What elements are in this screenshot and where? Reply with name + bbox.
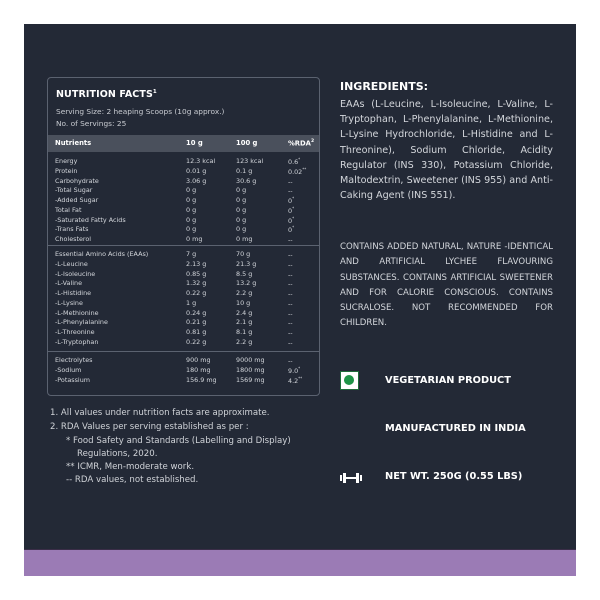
table-row bbox=[48, 376, 319, 386]
value-10g: 156.9 mg bbox=[186, 375, 217, 384]
rda-number: -- bbox=[288, 251, 293, 260]
header-10g: 10 g bbox=[186, 139, 203, 147]
rda-footnote-ref: 2 bbox=[310, 139, 315, 144]
accent-bar bbox=[24, 549, 576, 576]
value-100g: 10 g bbox=[236, 298, 251, 307]
value-10g: 2.13 g bbox=[186, 259, 207, 268]
rda-value bbox=[288, 157, 300, 166]
nutrient-name: -L-Leucine bbox=[55, 259, 88, 268]
nutrient-name: Carbohydrate bbox=[55, 176, 99, 185]
nutrient-name: -Trans Fats bbox=[55, 225, 89, 234]
table-row bbox=[48, 299, 319, 309]
group-separator bbox=[48, 245, 319, 246]
rda-number: -- bbox=[288, 357, 293, 366]
rda-number: 0 bbox=[288, 216, 293, 225]
rda-value bbox=[288, 318, 293, 327]
rda-value bbox=[288, 177, 293, 186]
rda-source-mark: * bbox=[292, 215, 295, 221]
value-100g: 0.1 g bbox=[236, 166, 253, 175]
value-10g: 0.01 g bbox=[186, 166, 207, 175]
rda-value bbox=[288, 216, 294, 225]
value-100g: 0 g bbox=[236, 225, 247, 234]
value-100g: 0 g bbox=[236, 215, 247, 224]
value-100g: 0 g bbox=[236, 186, 247, 195]
value-10g: 0.22 g bbox=[186, 289, 207, 297]
value-10g: 0 g bbox=[186, 225, 197, 234]
nutrient-name: -L-Threonine bbox=[55, 328, 95, 336]
value-100g: 21.3 g bbox=[236, 259, 257, 268]
rda-source-mark: * bbox=[298, 365, 301, 371]
rda-number: 0.6 bbox=[288, 158, 299, 167]
nutrient-name: -Added Sugar bbox=[55, 196, 99, 204]
table-row bbox=[48, 250, 319, 260]
nutrient-name: Total Fat bbox=[55, 205, 82, 214]
table-row bbox=[48, 225, 319, 235]
rda-number: 4.2 bbox=[288, 376, 299, 385]
table-row bbox=[48, 177, 319, 187]
table-row bbox=[48, 167, 319, 177]
value-100g: 1569 mg bbox=[236, 375, 265, 384]
nutrient-name: -Saturated Fatty Acids bbox=[55, 215, 126, 224]
value-10g: 900 mg bbox=[186, 356, 211, 364]
footnote-line: -- RDA values, not established. bbox=[66, 475, 199, 485]
rda-number: -- bbox=[288, 299, 293, 308]
header-nutrients: Nutrients bbox=[55, 139, 92, 147]
nutrient-name: -Total Sugar bbox=[55, 186, 93, 195]
rda-number: -- bbox=[288, 338, 293, 347]
rda-value bbox=[288, 338, 293, 347]
rda-number: -- bbox=[288, 290, 293, 299]
nutrient-name: -L-Lysine bbox=[55, 298, 83, 307]
footnote-line: 1. All values under nutrition facts are approximate. bbox=[50, 408, 270, 418]
nutrient-name: -L-Isoleucine bbox=[55, 269, 96, 278]
rda-source-mark: * bbox=[292, 205, 295, 211]
value-100g: 2.1 g bbox=[236, 318, 253, 327]
value-10g: 1.32 g bbox=[186, 279, 207, 288]
value-100g: 8.1 g bbox=[236, 328, 253, 336]
value-10g: 0 mg bbox=[186, 235, 203, 243]
nutrient-name: -L-Methionine bbox=[55, 308, 99, 317]
nutrient-name: -L-Histidine bbox=[55, 289, 92, 297]
rda-number: -- bbox=[288, 319, 293, 328]
nutrient-name: Electrolytes bbox=[55, 356, 93, 364]
rda-value bbox=[288, 206, 294, 215]
rda-source-mark: * bbox=[292, 225, 295, 231]
vegetarian-label: VEGETARIAN PRODUCT bbox=[385, 375, 511, 386]
nutrient-name: -Sodium bbox=[55, 365, 82, 374]
value-10g: 0.21 g bbox=[186, 318, 207, 327]
net-weight-label: NET WT. 250G (0.55 LBS) bbox=[385, 471, 523, 482]
value-10g: 0.24 g bbox=[186, 308, 207, 317]
value-100g: 8.5 g bbox=[236, 269, 253, 278]
header-rda bbox=[288, 139, 314, 147]
rda-number: -- bbox=[288, 236, 293, 245]
value-100g: 2.2 g bbox=[236, 337, 253, 346]
rda-number: 0 bbox=[288, 226, 293, 235]
rda-value bbox=[288, 328, 293, 337]
table-row bbox=[48, 270, 319, 280]
table-row bbox=[48, 206, 319, 216]
rda-value bbox=[288, 299, 293, 308]
nutrition-title-text: NUTRITION FACTS bbox=[56, 89, 153, 101]
table-row bbox=[48, 356, 319, 366]
rda-value bbox=[288, 196, 294, 205]
nutrient-name: Cholesterol bbox=[55, 235, 92, 243]
nutrient-name: -L-Valine bbox=[55, 279, 83, 288]
value-100g: 9000 mg bbox=[236, 356, 265, 364]
value-10g: 0 g bbox=[186, 196, 197, 204]
rda-number: -- bbox=[288, 260, 293, 269]
rda-source-mark: * bbox=[292, 196, 295, 201]
value-100g: 70 g bbox=[236, 250, 251, 258]
rda-number: 0 bbox=[288, 197, 293, 206]
rda-number: -- bbox=[288, 177, 293, 186]
value-100g: 13.2 g bbox=[236, 279, 257, 288]
origin-label: MANUFACTURED IN INDIA bbox=[385, 423, 526, 434]
rda-number: 0 bbox=[288, 206, 293, 215]
rda-value bbox=[288, 279, 293, 288]
ingredients-text: EAAs (L-Leucine, L-Isoleucine, L-Valine, L-Tryptophan, L-Phenylalanine, L-Methionine, L-Lysine Hydrochloride, L-Histidine and L-Threonine), Sodium Chloride, Acidity Regulator (INS 330), Potassium Chloride, Maltodextrin, Sweetener (INS 955) and Anti-Caking Agent (INS 551). bbox=[340, 99, 553, 202]
table-row bbox=[48, 157, 319, 167]
value-10g: 3.06 g bbox=[186, 176, 207, 185]
rda-number: -- bbox=[288, 187, 293, 196]
table-row bbox=[48, 318, 319, 328]
value-10g: 12.3 kcal bbox=[186, 157, 216, 165]
value-100g: 123 kcal bbox=[236, 157, 264, 165]
footnote-line: 2. RDA Values per serving established as per : bbox=[50, 422, 249, 432]
nutrient-name: Essential Amino Acids (EAAs) bbox=[55, 250, 149, 258]
value-10g: 0.85 g bbox=[186, 269, 207, 278]
table-row bbox=[48, 366, 319, 376]
rda-value bbox=[288, 356, 293, 365]
table-row bbox=[48, 216, 319, 226]
rda-source-mark: ** bbox=[298, 375, 303, 381]
rda-number: 0.02 bbox=[288, 167, 303, 176]
nutrient-name: -L-Tryptophan bbox=[55, 337, 99, 346]
value-10g: 180 mg bbox=[186, 365, 211, 374]
value-10g: 1 g bbox=[186, 298, 197, 307]
table-row bbox=[48, 309, 319, 319]
footnote-line: ** ICMR, Men-moderate work. bbox=[66, 462, 195, 472]
veg-mark-icon bbox=[340, 371, 359, 390]
value-100g: 1800 mg bbox=[236, 365, 265, 374]
rda-value bbox=[288, 270, 293, 279]
value-100g: 2.4 g bbox=[236, 308, 253, 317]
value-100g: 0 g bbox=[236, 205, 247, 214]
title-footnote-ref: 1 bbox=[152, 89, 157, 95]
rda-value bbox=[288, 167, 306, 176]
value-100g: 2.2 g bbox=[236, 289, 253, 297]
table-row bbox=[48, 289, 319, 299]
serving-info bbox=[56, 106, 224, 130]
rda-number: -- bbox=[288, 309, 293, 318]
rda-value bbox=[288, 235, 293, 244]
footnote-line: Regulations, 2020. bbox=[77, 449, 158, 459]
value-10g: 0.22 g bbox=[186, 337, 207, 346]
nutrient-name: Energy bbox=[55, 157, 78, 165]
nutrition-facts-table bbox=[47, 77, 320, 396]
rda-value bbox=[288, 366, 300, 375]
table-row bbox=[48, 328, 319, 338]
value-10g: 0 g bbox=[186, 186, 197, 195]
value-10g: 0 g bbox=[186, 205, 197, 214]
ingredients-title: INGREDIENTS: bbox=[340, 80, 429, 93]
nutrient-name: -Potassium bbox=[55, 375, 90, 384]
value-100g: 30.6 g bbox=[236, 176, 257, 185]
value-10g: 0.81 g bbox=[186, 328, 207, 336]
dumbbell-icon bbox=[340, 472, 362, 484]
footnote-line: * Food Safety and Standards (Labelling and Display) bbox=[66, 436, 291, 446]
rda-number: -- bbox=[288, 280, 293, 289]
serving-size: Serving Size: 2 heaping Scoops (10g approx.) bbox=[56, 107, 225, 116]
header-rda-text: %RDA bbox=[288, 139, 311, 148]
rda-number: -- bbox=[288, 270, 293, 279]
rda-value bbox=[288, 289, 293, 298]
veg-dot bbox=[344, 375, 354, 385]
nutrient-name: Protein bbox=[55, 166, 78, 175]
rda-value bbox=[288, 309, 293, 318]
rda-number: -- bbox=[288, 329, 293, 338]
table-header bbox=[48, 135, 319, 152]
value-100g: 0 mg bbox=[236, 235, 253, 243]
table-row bbox=[48, 260, 319, 270]
table-row bbox=[48, 196, 319, 206]
rda-value bbox=[288, 260, 293, 269]
table-row bbox=[48, 279, 319, 289]
header-100g: 100 g bbox=[236, 139, 258, 147]
rda-source-mark: * bbox=[298, 157, 301, 162]
nutrient-name: -L-Phenylalanine bbox=[55, 318, 108, 327]
rda-value bbox=[288, 186, 293, 195]
warning-text: CONTAINS ADDED NATURAL, NATURE -IDENTICAL AND ARTIFICIAL LYCHEE FLAVOURING SUBSTANCES. CONTAINS ARTIFICIAL SWEETENER AND FOR CALORIE CONSCIOUS. CONTAINS SUCRALOSE. NOT RECOMMENDED FOR CHILDREN. bbox=[340, 242, 553, 329]
rda-value bbox=[288, 250, 293, 259]
group-separator bbox=[48, 351, 319, 352]
nutrition-facts-title bbox=[56, 89, 157, 100]
table-row bbox=[48, 338, 319, 348]
rda-value bbox=[288, 225, 294, 234]
value-10g: 7 g bbox=[186, 250, 197, 258]
rda-value bbox=[288, 376, 302, 385]
table-row bbox=[48, 235, 319, 245]
table-row bbox=[48, 186, 319, 196]
value-100g: 0 g bbox=[236, 196, 247, 204]
value-10g: 0 g bbox=[186, 215, 197, 224]
rda-number: 9.0 bbox=[288, 366, 299, 375]
rda-source-mark: ** bbox=[302, 166, 307, 172]
servings-count: No. of Servings: 25 bbox=[56, 119, 127, 128]
